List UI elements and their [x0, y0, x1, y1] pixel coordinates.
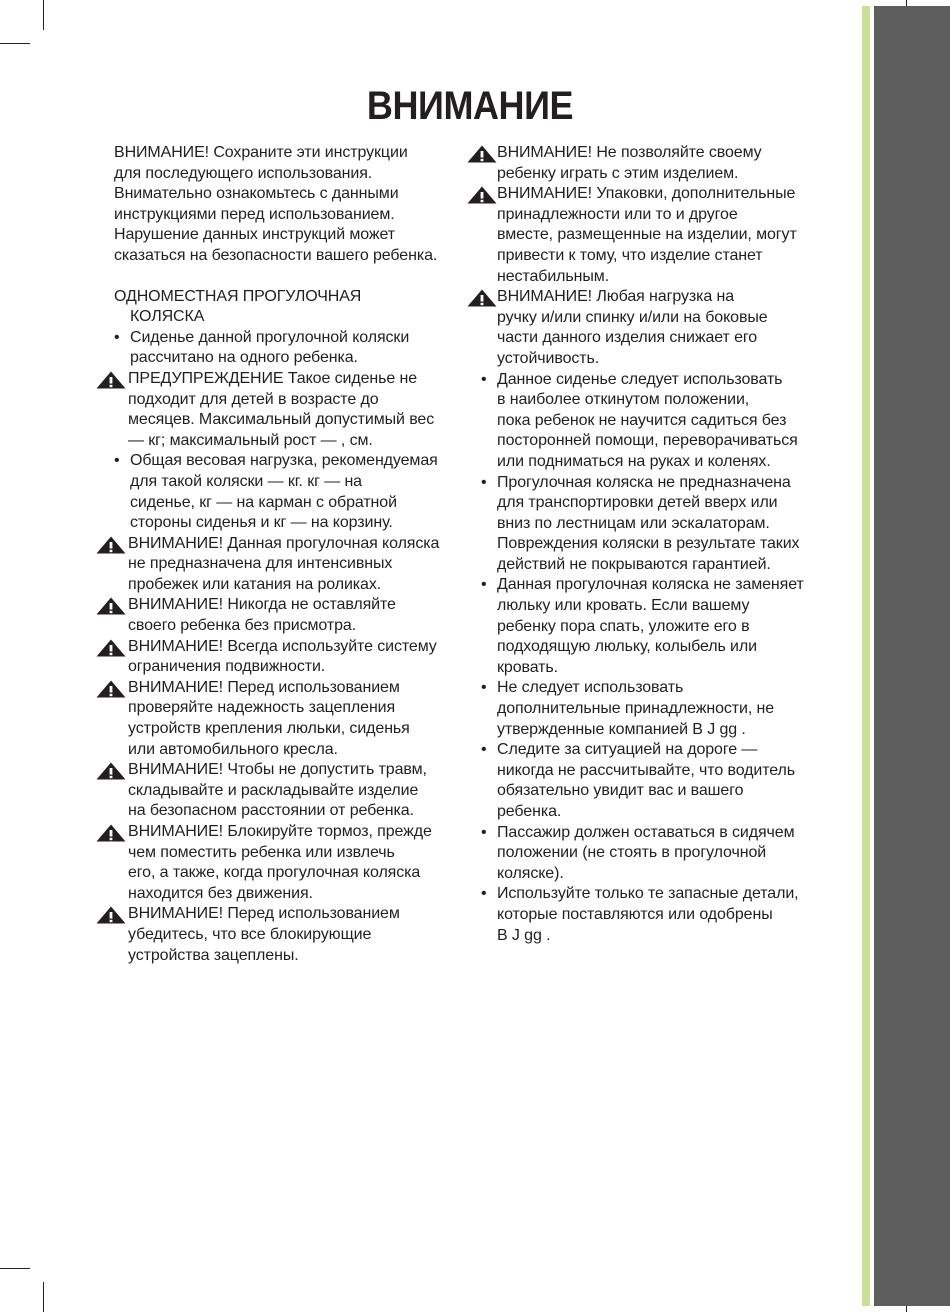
- warning-triangle-icon: [96, 680, 126, 698]
- bullet-icon: •: [114, 328, 120, 346]
- intro-paragraph: [114, 143, 466, 267]
- section-heading-line: ОДНОМЕСТНАЯ ПРОГУЛОЧНАЯ: [114, 287, 362, 305]
- bullet-icon: •: [481, 885, 487, 903]
- warning-item: [96, 822, 466, 904]
- item-line: устойчивость.: [497, 349, 600, 367]
- warning-item: [96, 637, 466, 678]
- warning-item: [96, 904, 466, 966]
- warning-item: [96, 534, 466, 596]
- bullet-item: [467, 740, 837, 822]
- item-line: своего ребенка без присмотра.: [128, 617, 357, 635]
- item-line: ВНИМАНИЕ! Не позволяйте своему: [497, 144, 762, 161]
- item-line: Пассажир должен оставаться в сидячем: [497, 823, 795, 841]
- intro-line: сказаться на безопасности вашего ребенка.: [114, 246, 438, 264]
- item-line: Прогулочная коляска не предназначена: [497, 473, 791, 491]
- item-line: никогда не рассчитывайте, что водитель: [497, 761, 795, 779]
- item-line: ВНИМАНИЕ! Перед использованием: [128, 905, 400, 923]
- item-line: устройств крепления люльки, сиденья: [128, 720, 410, 738]
- warning-item: [96, 595, 466, 636]
- item-line: дополнительные принадлежности, не: [497, 700, 775, 718]
- bullet-item: [467, 823, 837, 885]
- item-line: Данная прогулочная коляска не заменяет: [497, 576, 804, 594]
- item-line: положении (не стоять в прогулочной: [497, 844, 767, 862]
- item-line: чем поместить ребенка или извлечь: [128, 843, 395, 861]
- item-line: посторонней помощи, переворачиваться: [497, 432, 798, 450]
- bullet-item: [467, 370, 837, 473]
- item-line: Сиденье данной прогулочной коляски: [130, 328, 410, 346]
- item-line: для транспортировки детей вверх или: [497, 494, 778, 512]
- item-line: ребенку играть с этим изделием.: [497, 164, 739, 182]
- item-line: части данного изделия снижает его: [497, 329, 758, 347]
- intro-line: для последующего использования.: [114, 164, 373, 182]
- item-line: подходящую люльку, колыбель или: [497, 638, 757, 656]
- section-heading: [114, 287, 466, 328]
- warning-triangle-icon: [467, 289, 497, 307]
- page-title: ВНИМАНИЕ: [366, 84, 574, 128]
- warning-item: [96, 369, 466, 451]
- item-line: ВНИМАНИЕ! Блокируйте тормоз, прежде: [128, 823, 432, 840]
- bullet-icon: •: [481, 473, 487, 491]
- item-line: которые поставляются или одобрены: [497, 905, 773, 923]
- item-line: вниз по лестницам или эскалаторам.: [497, 514, 770, 532]
- bullet-icon: •: [481, 741, 487, 759]
- item-line: устройства зацеплены.: [128, 946, 299, 964]
- item-line: ВНИМАНИЕ! Упаковки, дополнительные: [497, 185, 796, 203]
- item-line: Используйте только те запасные детали,: [497, 885, 799, 903]
- item-line: в наиболее откинутом положении,: [497, 391, 750, 409]
- item-line: ВНИМАНИЕ! Чтобы не допустить травм,: [128, 761, 427, 779]
- item-line: находится без движения.: [128, 884, 313, 902]
- section-heading-line: КОЛЯСКА: [130, 308, 205, 326]
- bullet-item: [467, 678, 837, 740]
- warning-triangle-icon: [96, 536, 126, 554]
- item-line: Не следует использовать: [497, 679, 684, 697]
- intro-line: Нарушение данных инструкций может: [114, 226, 395, 244]
- accent-stripe: [862, 6, 870, 1306]
- item-line: ВНИМАНИЕ! Данная прогулочная коляска: [128, 534, 440, 552]
- item-line: ВНИМАНИЕ! Никогда не оставляйте: [128, 596, 396, 614]
- item-line: пробежек или катания на роликах.: [128, 575, 382, 593]
- warning-triangle-icon: [96, 639, 126, 657]
- item-line: или автомобильного кресла.: [128, 740, 338, 758]
- item-line: B J gg .: [497, 926, 551, 944]
- item-line: стороны сиденья и кг — на корзину.: [130, 514, 393, 532]
- intro-line: Внимательно ознакомьтесь с данными: [114, 185, 399, 203]
- warning-item: [467, 143, 837, 184]
- warning-triangle-icon: [96, 762, 126, 780]
- bullet-icon: •: [481, 576, 487, 594]
- warning-triangle-icon: [96, 824, 126, 842]
- warning-item: [96, 678, 466, 760]
- warning-triangle-icon: [96, 371, 126, 389]
- warning-item: [467, 287, 837, 369]
- warning-triangle-icon: [96, 597, 126, 615]
- item-line: Следите за ситуацией на дороге —: [497, 741, 758, 759]
- item-line: — кг; максимальный рост — , см.: [128, 431, 373, 449]
- intro-line: инструкциями перед использованием.: [114, 205, 395, 223]
- item-line: ПРЕДУПРЕЖДЕНИЕ Такое сиденье не: [128, 369, 418, 387]
- right-column: [467, 143, 837, 946]
- bullet-item: [467, 884, 837, 946]
- bullet-item: [96, 451, 466, 533]
- warning-triangle-icon: [467, 145, 497, 163]
- item-line: ВНИМАНИЕ! Перед использованием: [128, 678, 400, 696]
- item-line: Данное сиденье следует использовать: [497, 370, 783, 388]
- item-line: для такой коляски — кг. кг — на: [130, 472, 362, 490]
- bullet-item: [96, 328, 466, 369]
- item-line: его, а также, когда прогулочная коляска: [128, 864, 421, 882]
- item-line: не предназначена для интенсивных: [128, 555, 393, 573]
- item-line: обязательно увидит вас и вашего: [497, 782, 744, 800]
- warning-item: [96, 760, 466, 822]
- item-line: убедитесь, что все блокирующие: [128, 925, 372, 943]
- left-blocks: [96, 328, 466, 966]
- item-line: вместе, размещенные на изделии, могут: [497, 226, 797, 244]
- spacer: [96, 267, 466, 287]
- item-line: Общая весовая нагрузка, рекомендуемая: [130, 452, 438, 470]
- bullet-item: [467, 575, 837, 678]
- item-line: рассчитано на одного ребенка.: [130, 349, 358, 367]
- item-line: месяцев. Максимальный допустимый вес: [128, 411, 435, 429]
- crop-mark: [43, 1282, 44, 1312]
- item-line: сиденье, кг — на карман с обратной: [130, 493, 397, 511]
- crop-mark: [0, 1268, 30, 1269]
- item-line: ограничения подвижности.: [128, 658, 326, 676]
- item-line: проверяйте надежность зацепления: [128, 699, 396, 717]
- bullet-icon: •: [114, 452, 120, 470]
- item-line: ребенка.: [497, 803, 562, 820]
- item-line: ВНИМАНИЕ! Всегда используйте систему: [128, 637, 437, 655]
- crop-mark: [0, 43, 30, 44]
- item-line: утвержденные компанией B J gg .: [497, 720, 746, 738]
- item-line: или подниматься на руках и коленях.: [497, 452, 771, 470]
- side-tab-band: [874, 6, 950, 1306]
- bullet-icon: •: [481, 679, 487, 697]
- item-line: действий не покрываются гарантией.: [497, 555, 771, 573]
- left-column: [96, 143, 466, 966]
- item-line: привести к тому, что изделие станет: [497, 246, 763, 264]
- item-line: нестабильным.: [497, 267, 610, 285]
- item-line: подходит для детей в возрасте до: [128, 390, 379, 408]
- warning-triangle-icon: [96, 906, 126, 924]
- right-blocks: [467, 143, 837, 946]
- bullet-icon: •: [481, 823, 487, 841]
- item-line: коляске).: [497, 864, 564, 882]
- intro-line: ВНИМАНИЕ! Сохраните эти инструкции: [114, 144, 408, 161]
- item-line: Повреждения коляски в результате таких: [497, 535, 800, 553]
- warning-triangle-icon: [467, 186, 497, 204]
- item-line: ВНИМАНИЕ! Любая нагрузка на: [497, 288, 735, 306]
- item-line: пока ребенок не научится садиться без: [497, 411, 787, 429]
- bullet-icon: •: [481, 370, 487, 388]
- item-line: на безопасном расстоянии от ребенка.: [128, 802, 414, 820]
- crop-mark: [43, 0, 44, 30]
- bullet-item: [467, 473, 837, 576]
- item-line: складывайте и раскладывайте изделие: [128, 781, 419, 799]
- item-line: принадлежности или то и другое: [497, 205, 738, 223]
- warning-item: [467, 184, 837, 287]
- item-line: кровать.: [497, 658, 558, 676]
- item-line: ручку и/или спинку и/или на боковые: [497, 308, 768, 326]
- item-line: люльку или кровать. Если вашему: [497, 597, 750, 615]
- item-line: ребенку пора спать, уложите его в: [497, 617, 750, 635]
